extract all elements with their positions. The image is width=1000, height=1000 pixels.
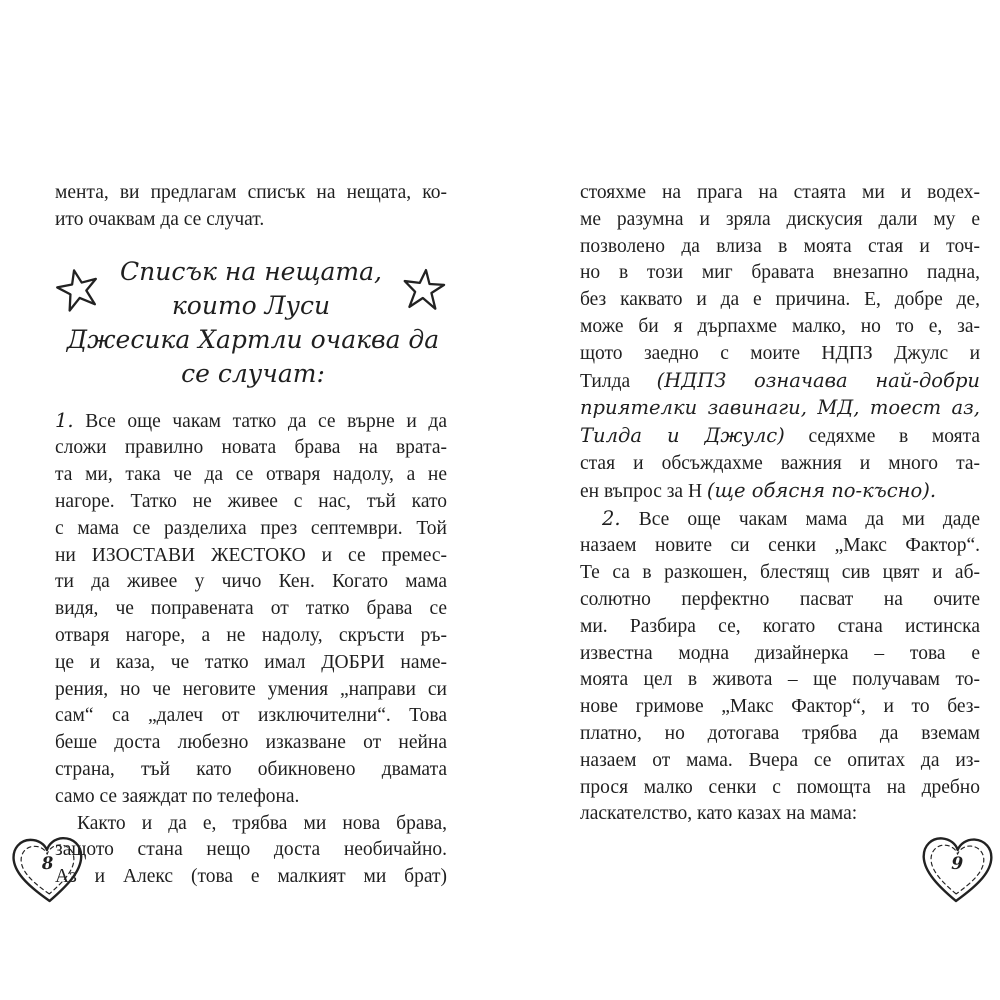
text-line: солютно перфектно пасват на очите bbox=[580, 588, 980, 610]
text-line: приятелки завинаги, МД, тоест аз, bbox=[580, 396, 980, 420]
list-heading bbox=[55, 255, 447, 391]
text-line: Аз и Алекс (това е малкият ми брат) bbox=[55, 866, 447, 888]
text-line: ти да живее у чичо Кен. Когато мама bbox=[55, 571, 447, 593]
page-number: 8 bbox=[41, 853, 55, 875]
text-line: Тилда (НДПЗ означава най-добри bbox=[580, 368, 980, 392]
text-line: щото заедно с моите НДПЗ Джулс и bbox=[580, 342, 980, 364]
text-line: стояхме на прага на стаята ми и водех- bbox=[580, 182, 980, 203]
text-line: Тилда и Джулс) седяхме в моята bbox=[580, 424, 980, 448]
text-line: отваря нагоре, а не надолу, скръсти ръ- bbox=[55, 624, 447, 646]
text-line: Те са в разкошен, блестящ сив цвят и аб- bbox=[580, 562, 980, 584]
star-icon bbox=[399, 263, 450, 314]
text-line: ми. Разбира се, когато стана истинска bbox=[580, 615, 980, 637]
heart-icon bbox=[6, 830, 90, 910]
text-line: рения, но че неговите умения „направи си bbox=[55, 678, 447, 700]
text-line: Както и да е, трябва ми нова брава, bbox=[77, 812, 447, 834]
text-line: беше доста любезно изказване от нейна bbox=[55, 732, 447, 754]
left-body-text bbox=[55, 408, 447, 891]
text-line: позволено да влиза в моята стая и точ- bbox=[580, 235, 980, 257]
text-line: защото стана нещо доста необичайно. bbox=[55, 839, 447, 861]
text-line: сложи правилно новата брава на врата- bbox=[55, 437, 447, 459]
text-line: само се заяждат по телефона. bbox=[55, 785, 300, 807]
text-line: 1. Все още чакам татко да се върне и да bbox=[55, 408, 447, 432]
text-line: нове гримове „Макс Фактор“, и то без- bbox=[580, 696, 980, 718]
text-line: мента, ви предлагам списък на нещата, ко- bbox=[55, 182, 447, 203]
text-line: моята цел в живота – ще получавам то- bbox=[580, 669, 980, 691]
text-line: с мама се разделиха през септември. Той bbox=[55, 517, 447, 539]
text-line: нагоре. Татко не живее с нас, тъй като bbox=[55, 490, 447, 512]
text-line: без каквато и да е причина. Е, добре де, bbox=[580, 289, 980, 311]
text-line: но в този миг бравата внезапно падна, bbox=[580, 262, 980, 284]
text-line: ни ИЗОСТАВИ ЖЕСТОКО и се премес- bbox=[55, 544, 447, 566]
left-page bbox=[55, 180, 447, 891]
text-line: ен въпрос за Н (ще обясня по-късно). bbox=[580, 478, 937, 502]
right-page bbox=[580, 180, 980, 828]
text-line: це и каза, че татко имал ДОБРИ наме- bbox=[55, 651, 447, 673]
text-line: ме разумна и зряла дискусия дали му е bbox=[580, 208, 980, 230]
right-body-text bbox=[580, 180, 980, 828]
text-line: видя, че поправената от татко брава се bbox=[55, 598, 447, 620]
text-line: може би я дърпахме малко, но то е, за- bbox=[580, 315, 980, 337]
text-line: платно, но дотогава трябва да вземам bbox=[580, 722, 980, 744]
text-line: стая и обсъждахме важния и много та- bbox=[580, 452, 980, 474]
text-line: ито очаквам да се случат. bbox=[55, 208, 265, 230]
text-line: сам“ са „далеч от изключителни“. Това bbox=[55, 705, 447, 727]
page-number: 9 bbox=[950, 853, 964, 875]
intro-paragraph bbox=[55, 180, 447, 234]
star-icon bbox=[51, 261, 106, 316]
heart-icon bbox=[916, 831, 999, 910]
text-line: известна модна дизайнерка – това е bbox=[580, 642, 980, 664]
text-line: назаем новите си сенки „Макс Фактор“. bbox=[580, 535, 980, 557]
heading-line-1: Списък на нещата, които Луси bbox=[120, 256, 382, 320]
text-line: ласкателство, като казах на мама: bbox=[580, 803, 858, 825]
text-line: назаем от мама. Вчера се опитах да из- bbox=[580, 749, 980, 771]
text-line: та ми, така че да се отваря надолу, а не bbox=[55, 464, 447, 486]
text-line: страна, тъй като обикновено двамата bbox=[55, 758, 447, 780]
text-line: 2. Все още чакам мама да ми даде bbox=[602, 506, 980, 530]
heading-line-2: Джесика Хартли очаква да се случат: bbox=[66, 324, 440, 388]
text-line: прося малко сенки с помощта на дребно bbox=[580, 776, 980, 798]
